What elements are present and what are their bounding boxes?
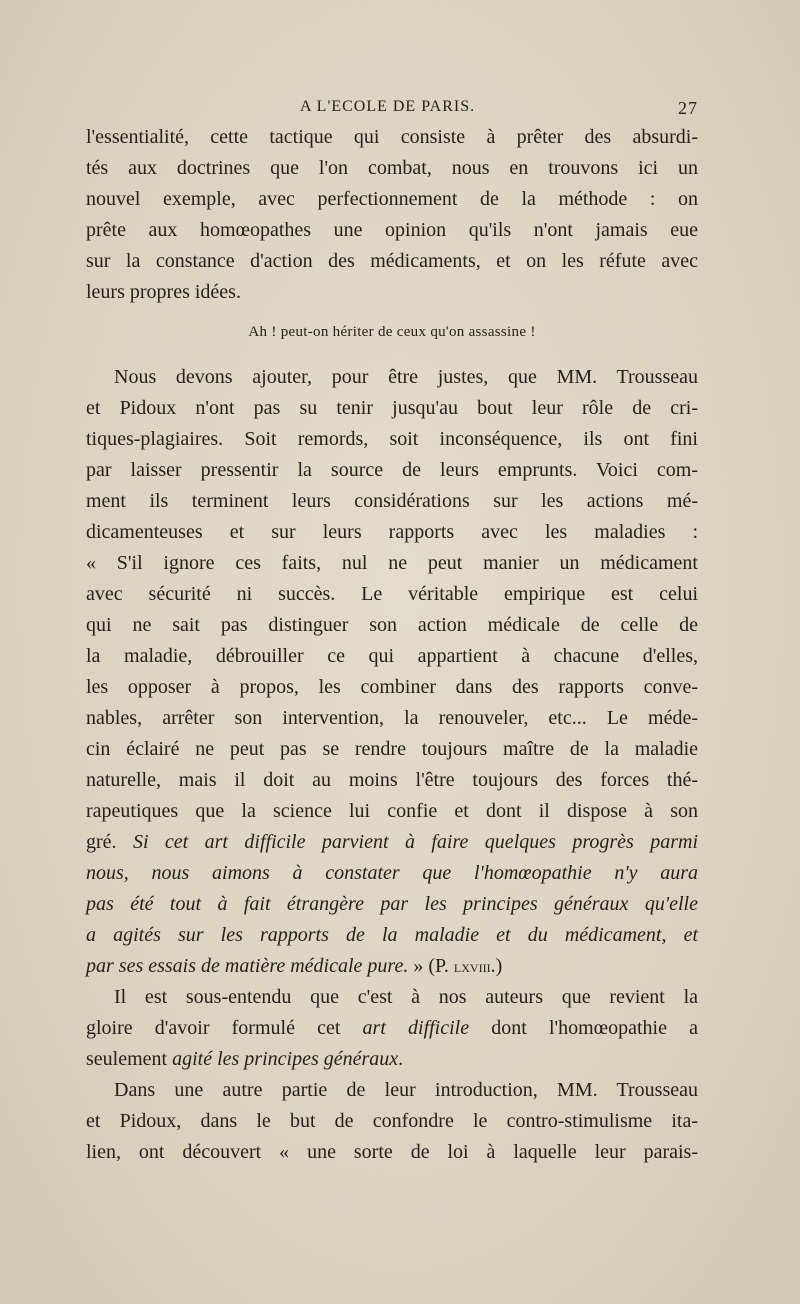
paragraph-3 <box>86 982 698 1075</box>
italic-run: agité les principes généraux <box>172 1048 399 1070</box>
text-line: Il est sous-entendu que c'est à nos auteurs que revient la <box>114 986 698 1008</box>
text-line: « S'il ignore ces faits, nul ne peut manier un médicament <box>86 552 698 574</box>
text-line: nables, arrêter son intervention, la renouveler, etc... Le méde- <box>86 707 698 729</box>
text-line: sur la constance d'action des médicaments, et on les réfute avec <box>86 250 698 272</box>
text-line: nouvel exemple, avec perfectionnement de la méthode : on <box>86 188 698 210</box>
running-head: A L'ECOLE DE PARIS. <box>300 98 476 115</box>
italic-run: par ses essais de matière médicale pure. <box>86 955 409 977</box>
page-citation: lxviii <box>453 957 491 976</box>
text-line: les opposer à propos, les combiner dans des rapports conve- <box>86 676 698 698</box>
text-line <box>86 951 698 982</box>
text-line: avec sécurité ni succès. Le véritable empirique est celui <box>86 583 698 605</box>
text-line: naturelle, mais il doit au moins l'être toujours des forces thé- <box>86 769 698 791</box>
text-line: lien, ont découvert « une sorte de loi à laquelle leur parais- <box>86 1141 698 1163</box>
italic-run: art difficile <box>362 1017 470 1039</box>
paragraph-2 <box>86 362 698 982</box>
text-line: qui ne sait pas distinguer son action médicale de celle de <box>86 614 698 636</box>
body-text <box>86 122 698 1168</box>
text-line <box>86 827 698 858</box>
text-line: dicamenteuses et sur leurs rapports avec les maladies : <box>86 521 698 543</box>
text-run: dont l'homœopathie a <box>469 1017 698 1039</box>
text-line: et Pidoux, dans le but de confondre le contro-stimulisme ita- <box>86 1110 698 1132</box>
italic-line: pas été tout à fait étrangère par les principes généraux qu'elle <box>86 893 698 915</box>
text-line: rapeutiques que la science lui confie et dont il dispose à son <box>86 800 698 822</box>
text-run: gré. <box>86 831 133 853</box>
text-run: gloire d'avoir formulé cet <box>86 1017 363 1039</box>
text-line: prête aux homœopathes une opinion qu'ils n'ont jamais eue <box>86 219 698 241</box>
italic-line: nous, nous aimons à constater que l'homœopathie n'y aura <box>86 862 698 884</box>
closing-quote: » (P. <box>408 955 454 977</box>
paragraph-1 <box>86 122 698 308</box>
text-line: leurs propres idées. <box>86 281 241 303</box>
text-line: Dans une autre partie de leur introduction, MM. Trousseau <box>114 1079 698 1101</box>
italic-line: a agités sur les rapports de la maladie et du médicament, et <box>86 924 698 946</box>
text-line: ment ils terminent leurs considérations sur les actions mé- <box>86 490 698 512</box>
text-line: par laisser pressentir la source de leurs emprunts. Voici com- <box>86 459 698 481</box>
text-line <box>86 1044 698 1075</box>
text-line: tés aux doctrines que l'on combat, nous en trouvons ici un <box>86 157 698 179</box>
citation-end: .) <box>490 955 503 977</box>
text-line: la maladie, débrouiller ce qui appartient à chacune d'elles, <box>86 645 698 667</box>
paragraph-4 <box>86 1075 698 1168</box>
verse-quotation: Ah ! peut-on hériter de ceux qu'on assassine ! <box>248 324 536 340</box>
text-run: . <box>398 1048 404 1070</box>
page-number: 27 <box>678 98 698 118</box>
text-line: cin éclairé ne peut pas se rendre toujours maître de la maladie <box>86 738 698 760</box>
text-line <box>86 1013 698 1044</box>
page-header <box>86 98 698 122</box>
italic-run: Si cet art difficile parvient à faire quelques progrès parmi <box>132 831 698 853</box>
text-line: Nous devons ajouter, pour être justes, que MM. Trousseau <box>114 366 698 388</box>
text-run: seulement <box>86 1048 173 1070</box>
text-line: l'essentialité, cette tactique qui consiste à prêter des absurdi- <box>86 126 698 148</box>
text-line: et Pidoux n'ont pas su tenir jusqu'au bout leur rôle de cri- <box>86 397 698 419</box>
text-line: tiques-plagiaires. Soit remords, soit inconséquence, ils ont fini <box>86 428 698 450</box>
